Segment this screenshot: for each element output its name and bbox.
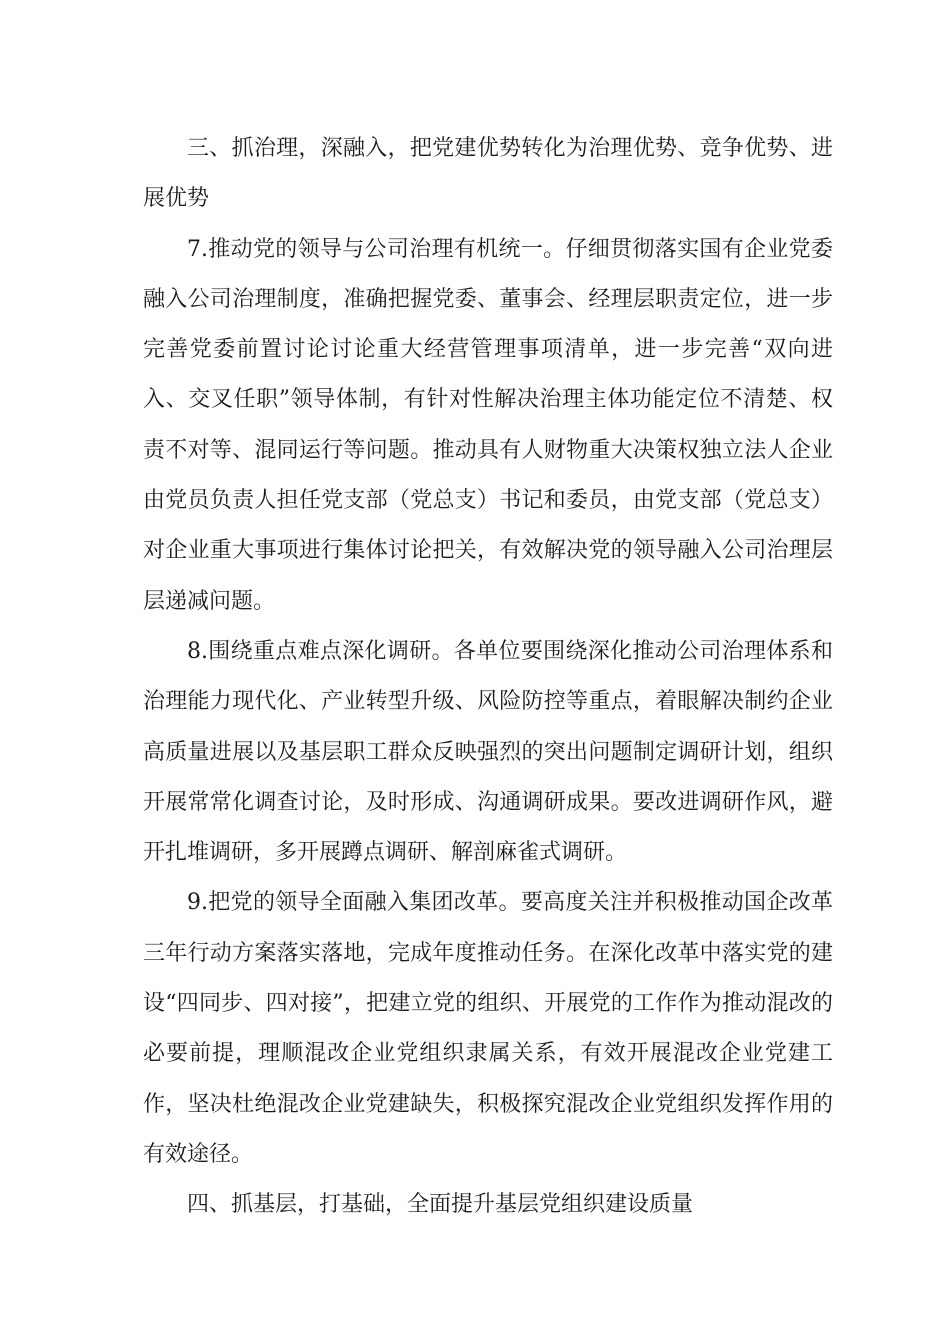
section-heading-three: 三、抓治理，深融入，把党建优势转化为治理优势、竞争优势、进展优势 [143, 136, 833, 212]
document-body [143, 124, 833, 1231]
section-heading-four: 四、抓基层，打基础，全面提升基层党组织建设质量 [187, 1192, 694, 1218]
paragraph-item-8: 8.围绕重点难点深化调研。各单位要围绕深化推动公司治理体系和治理能力现代化、产业转型升级、风险防控等重点，着眼解决制约企业高质量进展以及基层职工群众反映强烈的突出问题制定调研计划，组织开展常常化调查讨论，及时形成、沟通调研成果。要改进调研作风，避开扎堆调研，多开展蹲点调研、解剖麻雀式调研。 [143, 638, 833, 866]
paragraph-item-7: 7.推动党的领导与公司治理有机统一。仔细贯彻落实国有企业党委融入公司治理制度，准确把握党委、董事会、经理层职责定位，进一步完善党委前置讨论讨论重大经营管理事项清单，进一步完善“双向进入、交叉任职”领导体制，有针对性解决治理主体功能定位不清楚、权责不对等、混同运行等问题。推动具有人财物重大决策权独立法人企业由党员负责人担任党支部（党总支）书记和委员，由党支部（党总支）对企业重大事项进行集体讨论把关，有效解决党的领导融入公司治理层层递减问题。 [143, 236, 833, 614]
paragraph-item-9: 9.把党的领导全面融入集团改革。要高度关注并积极推动国企改革三年行动方案落实落地，完成年度推动任务。在深化改革中落实党的建设“四同步、四对接”，把建立党的组织、开展党的工作作为推动混改的必要前提，理顺混改企业党组织隶属关系，有效开展混改企业党建工作，坚决杜绝混改企业党建缺失，积极探究混改企业党组织发挥作用的有效途径。 [143, 890, 833, 1167]
